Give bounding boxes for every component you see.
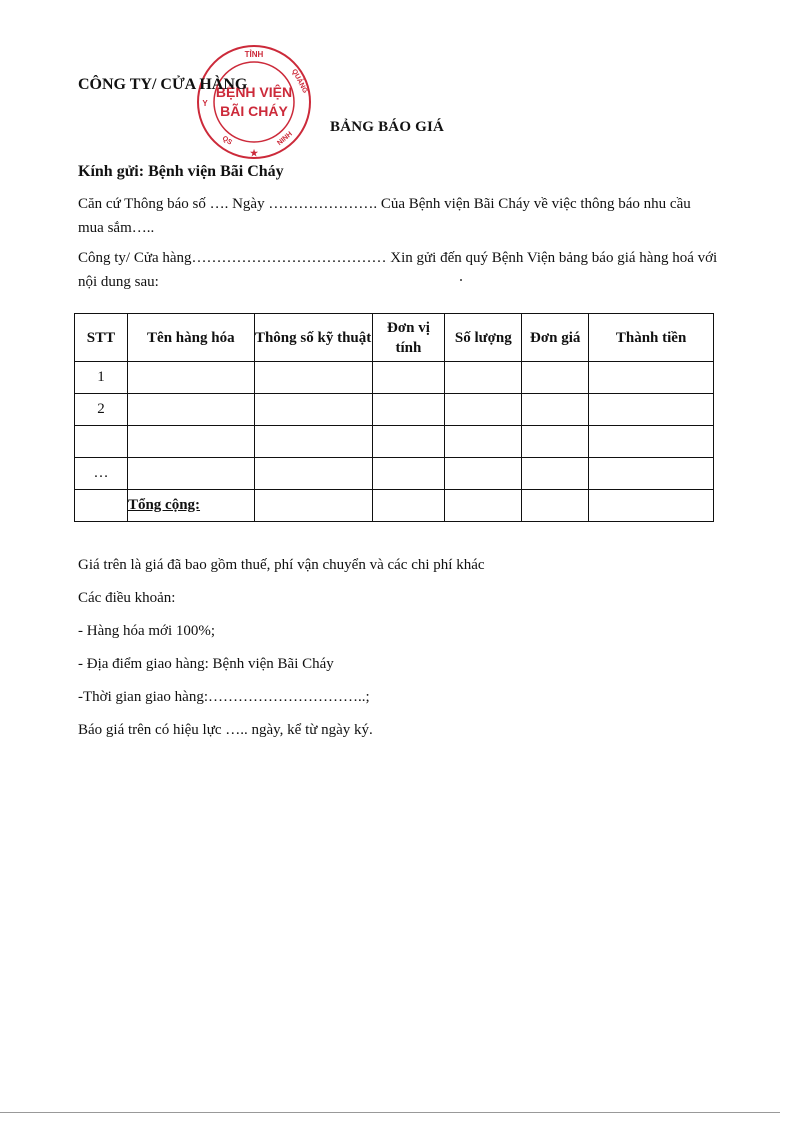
cell xyxy=(127,394,254,426)
cell xyxy=(589,362,714,394)
basis-paragraph: Căn cứ Thông báo số …. Ngày …………………. Của Bệnh viện Bãi Cháy về việc thông báo nhu cầu mua sắm….. xyxy=(78,196,691,236)
cell xyxy=(372,426,445,458)
cell xyxy=(522,362,589,394)
cell xyxy=(589,458,714,490)
table-row xyxy=(75,458,714,490)
cell-stt: 2 xyxy=(75,394,128,426)
document-title: BẢNG BÁO GIÁ xyxy=(330,119,445,135)
price-note: Giá trên là giá đã bao gồm thuế, phí vận chuyển và các chi phí khác xyxy=(78,557,485,573)
stamp-line2: BÃI CHÁY xyxy=(220,103,288,119)
scan-edge-line xyxy=(0,1112,780,1113)
cell xyxy=(254,490,372,522)
stamp-ring-top: TỈNH xyxy=(244,50,264,59)
table-row xyxy=(75,362,714,394)
cell xyxy=(445,490,522,522)
cell xyxy=(372,362,445,394)
cell xyxy=(589,394,714,426)
cell xyxy=(127,458,254,490)
greeting: Kính gửi: Bệnh viện Bãi Cháy xyxy=(78,163,284,180)
cell-stt xyxy=(75,490,128,522)
header-stt: STT xyxy=(75,314,128,362)
cell xyxy=(522,458,589,490)
cell xyxy=(254,362,372,394)
company-label: CÔNG TY/ CỬA HÀNG xyxy=(78,76,248,93)
cell xyxy=(522,426,589,458)
cell xyxy=(372,490,445,522)
header-item-name: Tên hàng hóa xyxy=(127,314,254,362)
cell xyxy=(127,426,254,458)
term-new-goods: - Hàng hóa mới 100%; xyxy=(78,623,216,639)
cell xyxy=(522,490,589,522)
cell xyxy=(589,490,714,522)
stamp-ring-left: Y xyxy=(202,99,208,108)
terms-title: Các điều khoản: xyxy=(78,590,176,606)
table-total-row xyxy=(75,490,714,522)
cell xyxy=(522,394,589,426)
cell xyxy=(445,394,522,426)
table-row xyxy=(75,394,714,426)
validity-note: Báo giá trên có hiệu lực ….. ngày, kể từ ngày ký. xyxy=(78,722,373,738)
svg-text:★: ★ xyxy=(249,148,259,158)
cell xyxy=(254,426,372,458)
cell xyxy=(127,362,254,394)
cell-stt xyxy=(75,426,128,458)
cell-stt: … xyxy=(75,458,128,490)
table-header-row xyxy=(75,314,714,362)
header-quantity: Số lượng xyxy=(445,314,522,362)
cell xyxy=(445,458,522,490)
stamp-ring-right: QUẢNG xyxy=(290,68,309,95)
term-delivery-location: - Địa điểm giao hàng: Bệnh viện Bãi Cháy xyxy=(78,656,334,672)
cell-stt: 1 xyxy=(75,362,128,394)
stray-dot xyxy=(460,279,462,281)
stamp-line1: BỆNH VIỆN xyxy=(215,84,293,100)
cell xyxy=(254,394,372,426)
cell xyxy=(445,362,522,394)
cell xyxy=(445,426,522,458)
stamp-ring-bottom-right: NINH xyxy=(276,130,294,148)
quote-table xyxy=(74,313,714,522)
cell xyxy=(372,394,445,426)
hospital-stamp xyxy=(196,44,312,160)
total-label: Tổng cộng: xyxy=(127,490,254,522)
table-row xyxy=(75,426,714,458)
header-unit-price: Đơn giá xyxy=(522,314,589,362)
header-amount: Thành tiền xyxy=(589,314,714,362)
intro-paragraph: Công ty/ Cửa hàng………………………………… Xin gửi đến quý Bệnh Viện bảng báo giá hàng hoá với nội dung sau: xyxy=(78,250,718,290)
stamp-ring-bottom-left: QS xyxy=(220,135,234,147)
cell xyxy=(254,458,372,490)
term-delivery-time: -Thời gian giao hàng:…………………………..; xyxy=(78,689,370,705)
header-specs: Thông số kỹ thuật xyxy=(254,314,372,362)
header-unit: Đơn vị tính xyxy=(372,314,445,362)
cell xyxy=(372,458,445,490)
cell xyxy=(589,426,714,458)
